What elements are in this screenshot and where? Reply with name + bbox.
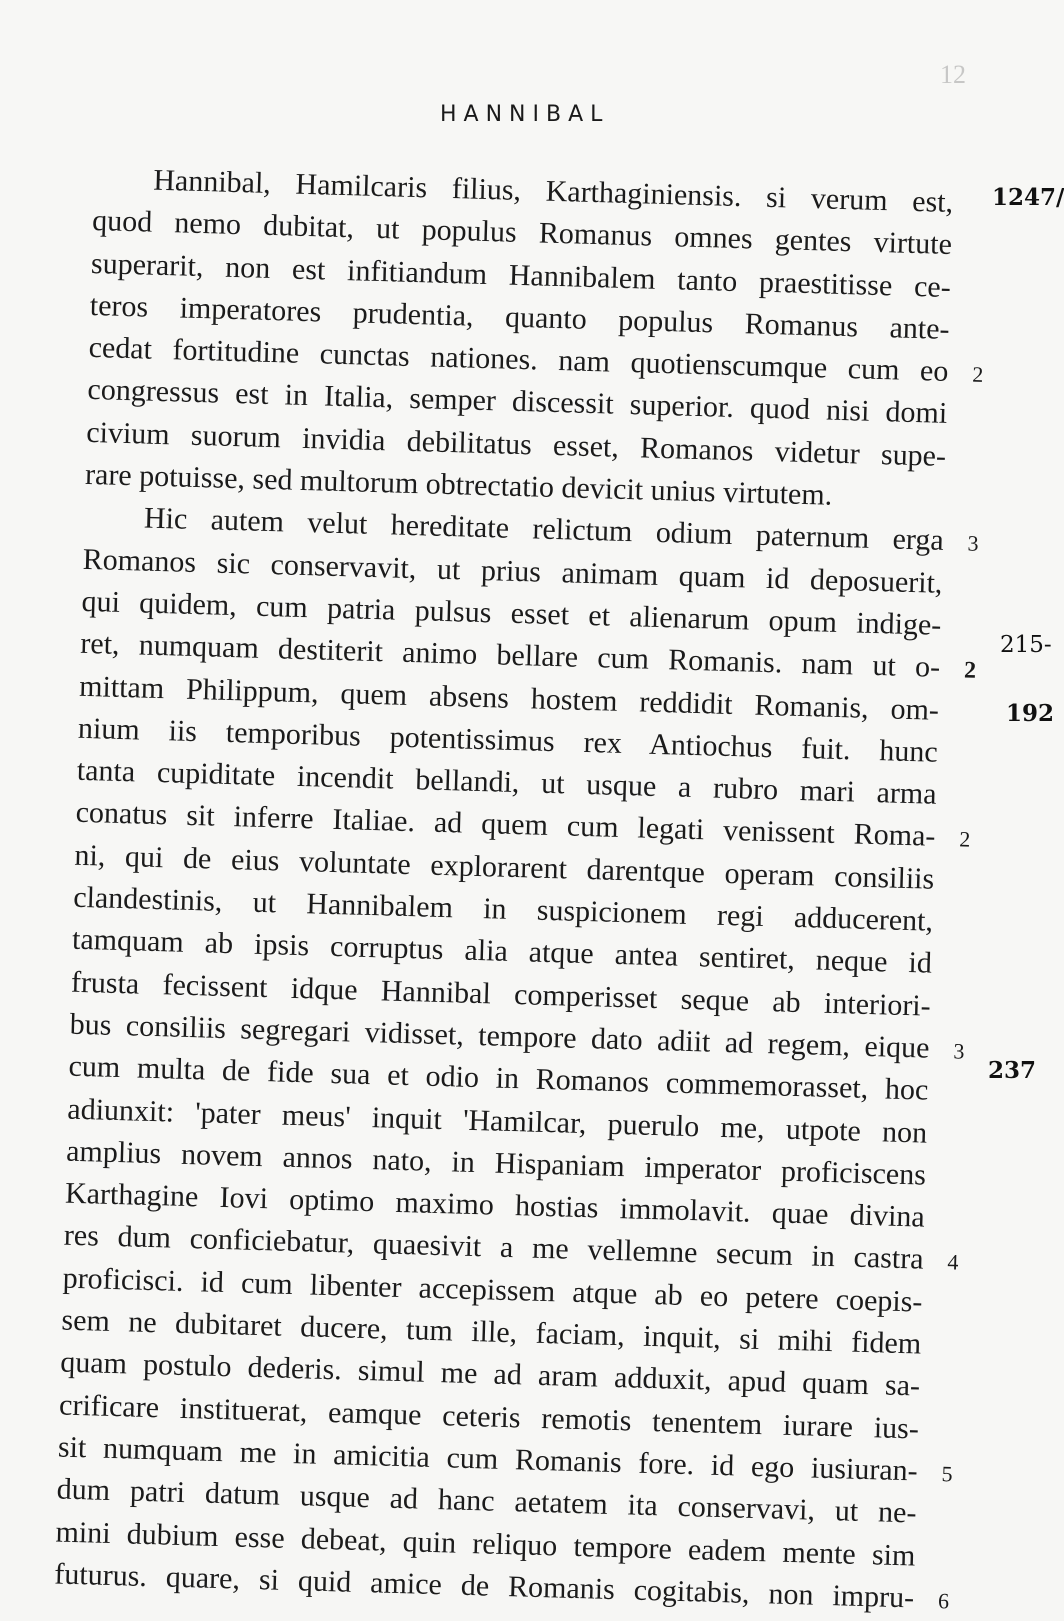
text-line: civium suorum invidia debilitatus esset, Romanos videtur supe- xyxy=(85,415,947,473)
page-title: HANNIBAL xyxy=(440,102,610,127)
text-line: crificare instituerat, eamque ceteris remotis tenentem iurare ius- xyxy=(58,1388,920,1446)
text-line: tamquam ab ipsis corruptus alia atque antea sentiret, neque id xyxy=(71,923,933,981)
section-number: 3 xyxy=(953,1038,965,1064)
text-line: cedat fortitudine cunctas nationes. nam quotienscumque cum eo xyxy=(88,331,949,389)
reference-number: 215- xyxy=(1000,632,1052,658)
text-line: conatus sit inferre Italiae. ad quem cum legati venissent Roma- xyxy=(75,796,936,854)
main-text xyxy=(53,158,984,1620)
text-line: res dum conficiebatur, quaesivit a me vellemne secum in castra xyxy=(63,1219,925,1277)
text-line: mittam Philippum, quem absens hostem reddidit Romanis, om- xyxy=(78,669,940,727)
faint-edge-number: 12 xyxy=(940,60,966,89)
reference-number: 237 xyxy=(988,1057,1037,1084)
text-line: quam postulo dederis. simul me ad aram adduxit, apud quam sa- xyxy=(59,1345,921,1403)
reference-number: 192 xyxy=(1006,700,1055,727)
text-line: futurus. quare, si quid amice de Romanis cogitabis, non impru- xyxy=(53,1557,915,1615)
text-line: frusta fecissent idque Hannibal comperisset seque ab interiori- xyxy=(70,965,932,1023)
text-line: Romanos sic conservavit, ut prius animam quam id deposuerit, xyxy=(82,542,943,600)
text-line: cum multa de fide sua et odio in Romanos commemorasset, hoc xyxy=(68,1049,929,1107)
section-number: 4 xyxy=(947,1249,959,1275)
text-line: superarit, non est infitiandum Hannibalem tanto praestitisse ce- xyxy=(90,246,952,304)
text-line: rare potuisse, sed multorum obtrectatio devicit unius virtutem. xyxy=(84,457,833,512)
section-number: 2 xyxy=(963,657,977,684)
text-line: sem ne dubitaret ducere, tum ille, faciam, inquit, si mihi fidem xyxy=(61,1303,922,1361)
text-line: tanta cupiditate incendit bellandi, ut usque a rubro mari arma xyxy=(76,753,938,811)
text-line: ret, numquam destiterit animo bellare cum Romanis. nam ut o- xyxy=(79,627,941,685)
section-number: 2 xyxy=(971,361,984,387)
text-line: bus consiliis segregari vidisset, tempore dato adiit ad regem, eique xyxy=(69,1007,930,1065)
text-line: Karthagine Iovi optimo maximo hostias immolavit. quae divina xyxy=(64,1176,926,1234)
text-line: quod nemo dubitat, ut populus Romanus omnes gentes virtute xyxy=(91,204,953,262)
section-number: 2 xyxy=(958,826,971,852)
text-line: amplius novem annos nato, in Hispaniam imperator proficiscens xyxy=(65,1134,927,1192)
text-line: Hannibal, Hamilcaris filius, Karthaginiensis. si verum est, xyxy=(152,163,954,219)
section-number: 6 xyxy=(937,1588,950,1614)
section-number: 5 xyxy=(941,1461,953,1487)
reference-number: 1247/ xyxy=(992,184,1064,211)
text-line: Hic autem velut hereditate relictum odium paternum erga xyxy=(143,501,945,558)
text-line: proficisci. id cum libenter accepissem atque ab eo petere coepis- xyxy=(62,1261,923,1319)
text-line: clandestinis, ut Hannibalem in suspicionem regi adducerent, xyxy=(72,880,934,938)
text-line: qui quidem, cum patria pulsus esset et alienarum opum indige- xyxy=(81,584,942,642)
text-line: adiunxit: 'pater meus' inquit 'Hamilcar, puerulo me, utpote non xyxy=(66,1092,928,1150)
text-line: dum patri datum usque ad hanc aetatem ita conservavi, ut ne- xyxy=(56,1472,917,1530)
text-line: sit numquam me in amicitia cum Romanis fore. id ego iusiuran- xyxy=(57,1430,919,1488)
section-number: 3 xyxy=(967,530,979,556)
text-line: ni, qui de eius voluntate explorarent darentque operam consiliis xyxy=(74,838,935,896)
text-line: teros imperatores prudentia, quanto populus Romanus ante- xyxy=(89,288,951,346)
text-line: mini dubium esse debeat, quin reliquo tempore eadem mente sim xyxy=(55,1514,916,1572)
text-line: nium iis temporibus potentissimus rex Antiochus fuit. hunc xyxy=(77,711,939,769)
text-line: congressus est in Italia, semper discessit superior. quod nisi domi xyxy=(87,373,948,431)
